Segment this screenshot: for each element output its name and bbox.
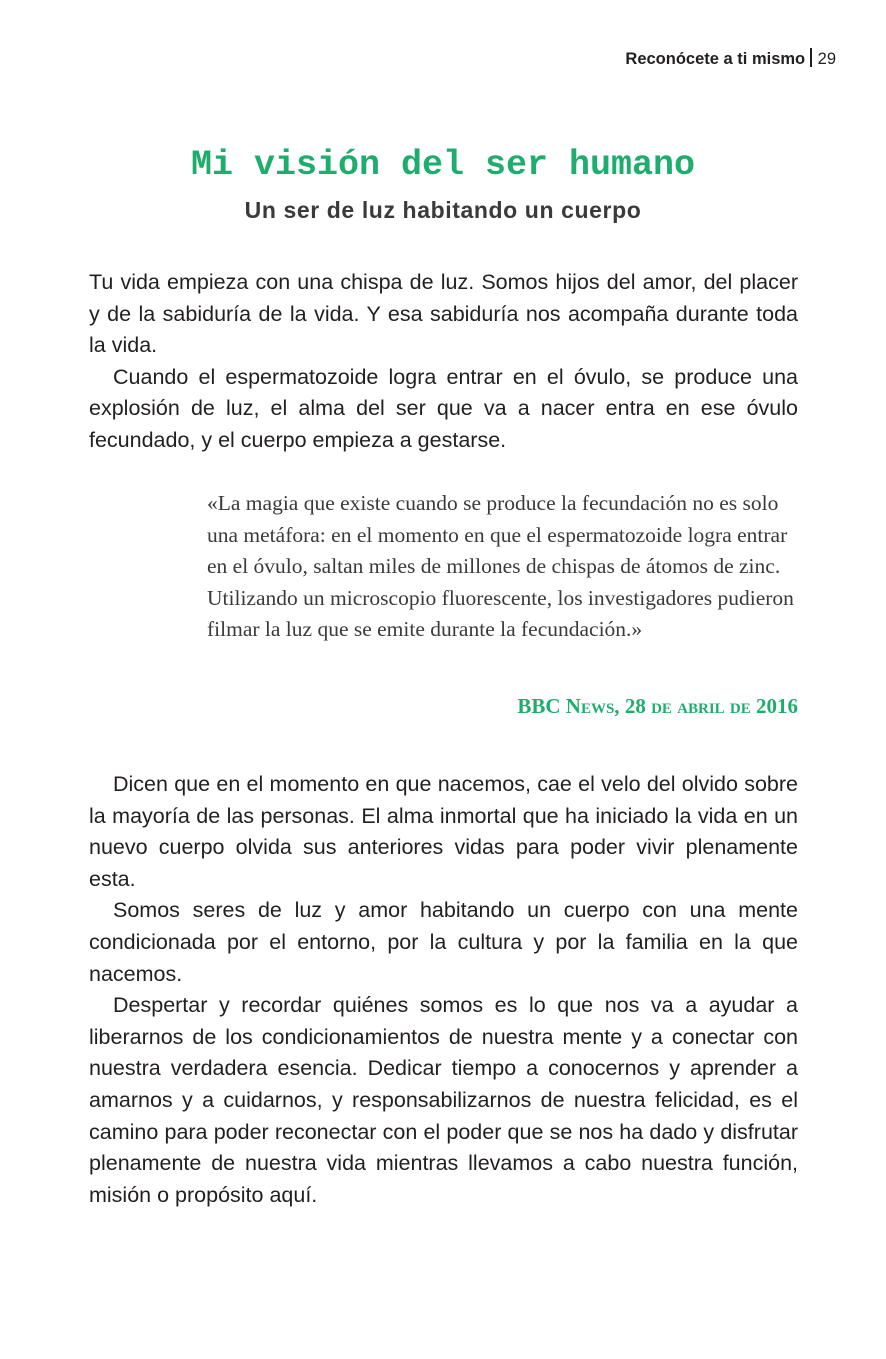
quote-attribution [517, 690, 798, 722]
quote-source-month: de abril de [651, 694, 751, 718]
body-text-intro [89, 267, 798, 457]
running-head [625, 46, 836, 72]
paragraph: Despertar y recordar quiénes somos es lo que nos va a ayudar a liberarnos de los condicionamientos de nuestra mente y a conectar con nuestra verdadera esencia. Dedicar tiempo a conocernos y aprender a amarnos y a cuidarnos, y responsabilizarnos de nuestra felicidad, es el camino para poder reconectar con el poder que se nos ha dado y disfrutar plenamente de nuestra vida mientras llevamos a cabo nuestra función, misión o propósito aquí. [89, 993, 798, 1207]
paragraph: Somos seres de luz y amor habitando un cuerpo con una mente condicionada por el entorno, por la cultura y por la familia en la que nacemos. [89, 898, 798, 986]
running-head-title: Reconócete a ti mismo [625, 50, 806, 68]
chapter-subtitle: Un ser de luz habitando un cuerpo [244, 197, 642, 223]
quote-source-day: 28 [624, 694, 646, 718]
running-head-divider [810, 48, 812, 67]
block-quote: «La magia que existe cuando se produce la fecundación no es solo una metáfora: en el momento en que el espermatozoide logra entrar en el óvulo, saltan miles de millones de chispas de átomos de zinc. Utilizando un microscopio fluorescente, los investigadores pudieron filmar la luz que se emite durante la fecundación.» [207, 491, 794, 642]
chapter-title: Mi visión del ser humano [190, 145, 696, 185]
paragraph: Dicen que en el momento en que nacemos, cae el velo del olvido sobre la mayoría de las personas. El alma inmortal que ha iniciado la vida en un nuevo cuerpo olvida sus anteriores vidas para poder vivir plenamente esta. [89, 772, 798, 891]
quote-source-outlet: BBC News, [517, 694, 620, 718]
page-number: 29 [817, 50, 836, 68]
paragraph: Tu vida empieza con una chispa de luz. Somos hijos del amor, del placer y de la sabiduría de la vida. Y esa sabiduría nos acompaña durante toda la vida. [89, 270, 798, 358]
quote-source-year: 2016 [756, 694, 798, 718]
body-text-main [89, 769, 798, 1211]
paragraph: Cuando el espermatozoide logra entrar en el óvulo, se produce una explosión de luz, el alma del ser que va a nacer entra en ese óvulo fecundado, y el cuerpo empieza a gestarse. [89, 364, 798, 452]
